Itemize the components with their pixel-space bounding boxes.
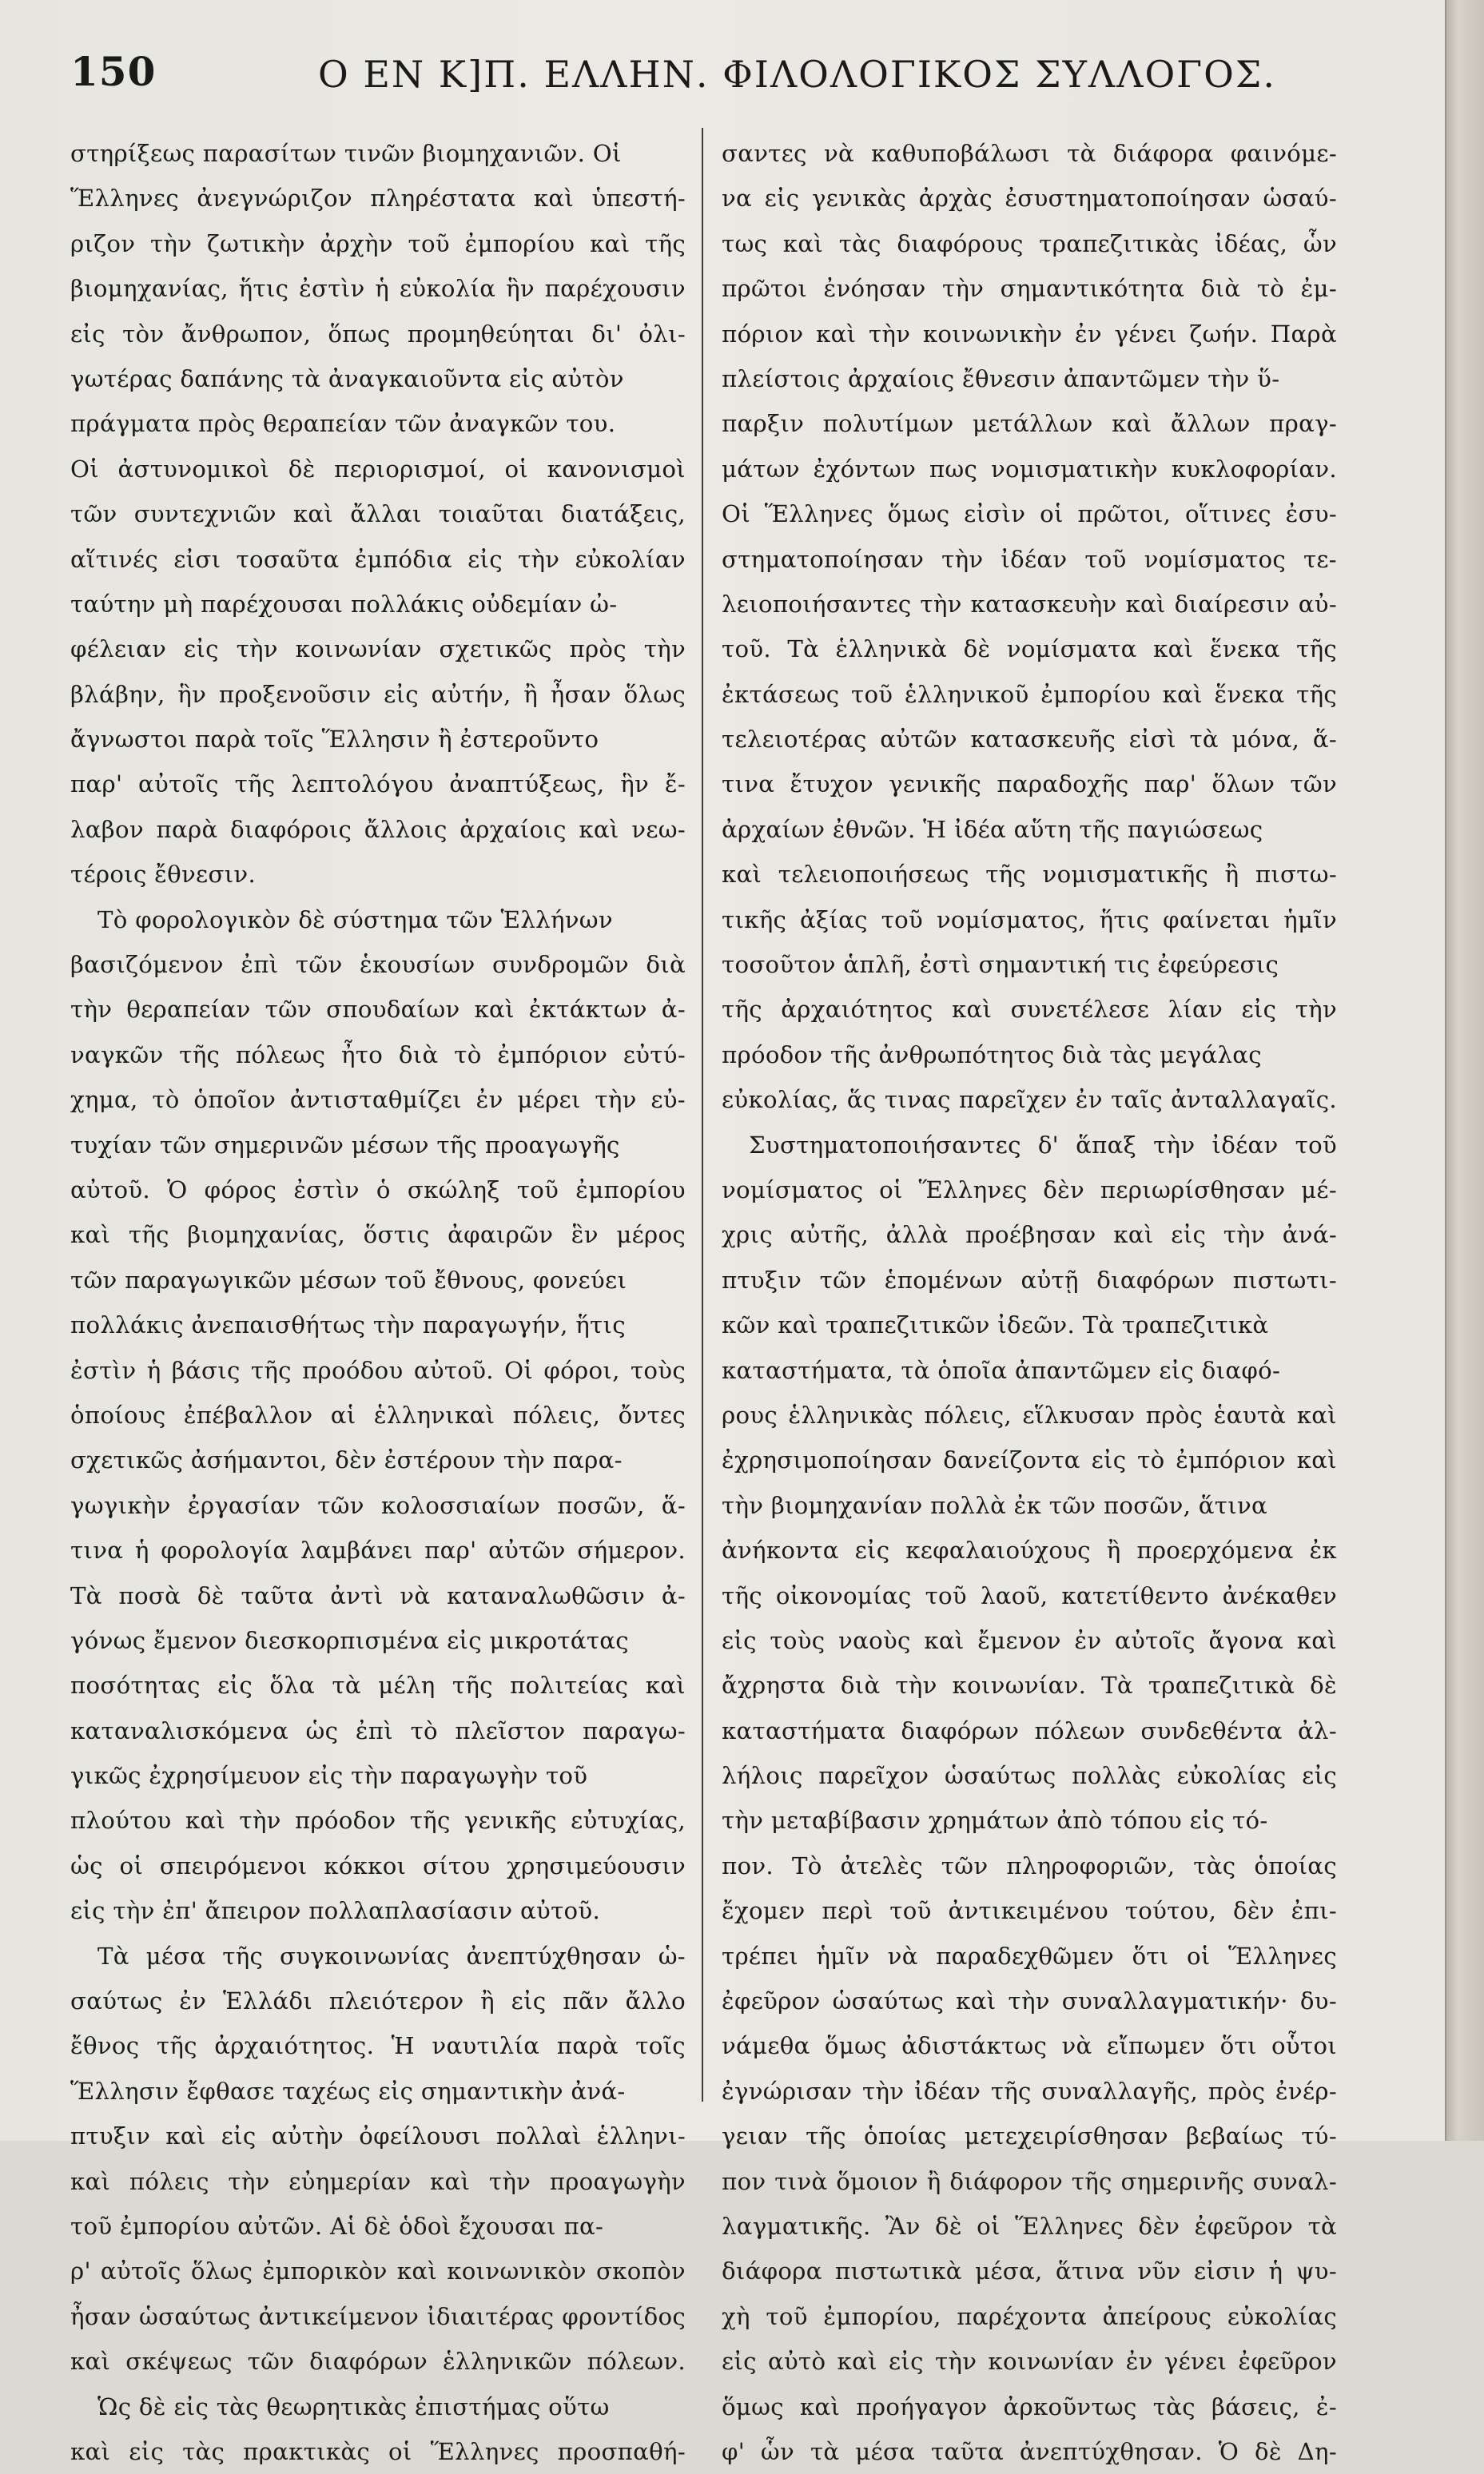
text-line: ἔχομεν περὶ τοῦ ἀντικειμένου τούτου, δὲν ἐπι- [722,1897,1337,1925]
page-header [70,48,1276,112]
text-line: ταύτην μὴ παρέχουσαι πολλάκις οὐδεμίαν ὠ- [70,590,618,618]
text-line: ὁποίους ἐπέβαλλον αἱ ἑλληνικαὶ πόλεις, ὄντες [70,1401,686,1429]
text-line: Ὡς δὲ εἰς τὰς θεωρητικὰς ἐπιστήμας οὕτω [97,2392,610,2420]
text-line: πλούτου καὶ τὴν πρόοδον τῆς γενικῆς εὐτυχίας, [70,1807,686,1835]
text-line: πράγματα πρὸς θεραπείαν τῶν ἀναγκῶν του. [70,410,616,438]
text-line: ρ' αὐτοῖς ὅλως ἐμπορικὸν καὶ κοινωνικὸν σκοπὸν [70,2257,686,2285]
page-edge [1445,0,1484,2141]
text-line: στηρίξεως παρασίτων τινῶν βιομηχανιῶν. Οἱ [70,140,622,167]
text-line: τῶν παραγωγικῶν μέσων τοῦ ἔθνους, φονεύει [70,1266,627,1294]
text-line: καὶ τῆς βιομηχανίας, ὅστις ἀφαιρῶν ἓν μέρος [70,1221,686,1249]
text-line: ἔθνος τῆς ἀρχαιότητος. Ἡ ναυτιλία παρὰ τοῖς [70,2032,686,2060]
text-line: στηματοποίησαν τὴν ἰδέαν τοῦ νομίσματος τε- [722,545,1337,573]
text-line: χρις αὐτῆς, ἀλλὰ προέβησαν καὶ εἰς τὴν ἀνά- [722,1221,1337,1249]
text-line: βασιζόμενον ἐπὶ τῶν ἑκουσίων συνδρομῶν διὰ [70,951,686,979]
text-line: καὶ σκέψεως τῶν διαφόρων ἑλληνικῶν πόλεων. [70,2348,686,2376]
text-line: ἄχρηστα διὰ τὴν κοινωνίαν. Τὰ τραπεζιτικὰ δὲ [722,1672,1337,1700]
text-line: τινα ἔτυχον γενικῆς παραδοχῆς παρ' ὅλων τῶν [722,770,1337,798]
text-line: Οἱ ἀστυνομικοὶ δὲ περιορισμοί, οἱ κανονισμοὶ [70,455,686,483]
text-line: Οἱ Ἕλληνες ὅμως εἰσὶν οἱ πρῶτοι, οἵτινες ἐσυ- [722,500,1337,528]
text-line: σαύτως ἐν Ἑλλάδι πλειότερον ἢ εἰς πᾶν ἄλλο [70,1987,686,2015]
text-line: καὶ εἰς τὰς πρακτικὰς οἱ Ἕλληνες προσπαθή- [70,2437,686,2465]
text-line: τως καὶ τὰς διαφόρους τραπεζιτικὰς ἰδέας, ὧν [722,229,1337,257]
text-line: πτυξιν καὶ εἰς αὐτὴν ὀφείλουσι πολλαὶ ἑλληνι- [70,2122,686,2150]
text-line: ἦσαν ὡσαύτως ἀντικείμενον ἰδιαιτέρας φροντίδος [70,2302,686,2330]
text-line: ἐστὶν ἡ βάσις τῆς προόδου αὐτοῦ. Οἱ φόροι, τοὺς [70,1356,686,1384]
text-line: τικῆς ἀξίας τοῦ νομίσματος, ἥτις φαίνεται ἡμῖν [722,905,1337,933]
text-line: κῶν καὶ τραπεζιτικῶν ἰδεῶν. Τὰ τραπεζιτικὰ [722,1311,1269,1339]
text-line: ριζον τὴν ζωτικὴν ἀρχὴν τοῦ ἐμπορίου καὶ τῆς [70,229,686,257]
text-line: ὅμως καὶ προήγαγον ἀρκοῦντως τὰς βάσεις, ἐ- [722,2392,1337,2420]
column-divider [702,128,703,2102]
text-line: φ' ὧν τὰ μέσα ταῦτα ἀνεπτύχθησαν. Ὁ δὲ Δη- [722,2437,1337,2465]
text-line: ἀνήκοντα εἰς κεφαλαιούχους ἢ προερχόμενα ἐκ [722,1537,1337,1565]
text-line: μάτων ἐχόντων πως νομισματικὴν κυκλοφορίαν. [722,455,1337,483]
text-line: γειαν τῆς ὁποίας μετεχειρίσθησαν βεβαίως τύ- [722,2122,1337,2150]
text-line: καταστήματα διαφόρων πόλεων συνδεθέντα ἀλ- [722,1716,1337,1744]
text-line: καὶ πόλεις τὴν εὐημερίαν καὶ τὴν προαγωγὴν [70,2167,686,2195]
text-line: λήλοις παρεῖχον ὡσαύτως πολλὰς εὐκολίας εἰς [722,1762,1337,1790]
text-line: να εἰς γενικὰς ἀρχὰς ἐσυστηματοποίησαν ὡσαύ- [722,185,1337,213]
text-line: βιομηχανίας, ἥτις ἐστὶν ἡ εὐκολία ἣν παρέχουσιν [70,275,686,303]
right-text-column [722,131,1337,2465]
text-line: φέλειαν εἰς τὴν κοινωνίαν σχετικῶς πρὸς τὴν [70,635,686,663]
text-line: τῆς οἰκονομίας τοῦ λαοῦ, κατετίθεντο ἀνέκαθεν [722,1581,1337,1609]
text-line: γωγικὴν ἐργασίαν τῶν κολοσσιαίων ποσῶν, ἅ- [70,1491,686,1519]
text-line: Τὸ φορολογικὸν δὲ σύστημα τῶν Ἑλλήνων [97,905,613,933]
text-line: πρῶτοι ἐνόησαν τὴν σημαντικότητα διὰ τὸ ἐμ- [722,275,1337,303]
text-line: τὴν θεραπείαν τῶν σπουδαίων καὶ ἐκτάκτων ἀ- [70,996,686,1024]
text-line: Ἕλλησιν ἔφθασε ταχέως εἰς σημαντικὴν ἀνά- [70,2077,626,2105]
text-line: τοσοῦτον ἁπλῆ, ἐστὶ σημαντική τις ἐφεύρεσις [722,951,1279,979]
text-line: καταστήματα, τὰ ὁποῖα ἀπαντῶμεν εἰς διαφό- [722,1356,1281,1384]
text-line: λαβον παρὰ διαφόροις ἄλλοις ἀρχαίοις καὶ νεω- [70,815,686,843]
text-line: τοῦ ἐμπορίου αὐτῶν. Αἱ δὲ ὁδοὶ ἔχουσαι πα- [70,2212,604,2240]
text-line: πλείστοις ἀρχαίοις ἔθνεσιν ἀπαντῶμεν τὴν ὕ- [722,364,1280,392]
text-line: Συστηματοποιήσαντες δ' ἅπαξ τὴν ἰδέαν τοῦ [749,1131,1337,1159]
text-line: καταναλισκόμενα ὡς ἐπὶ τὸ πλεῖστον παραγω- [70,1716,686,1744]
text-line: τὴν βιομηχανίαν πολλὰ ἐκ τῶν ποσῶν, ἅτινα [722,1491,1268,1519]
page-number: 150 [70,48,157,95]
text-line: λαγματικῆς. Ἂν δὲ οἱ Ἕλληνες δὲν ἐφεῦρον τὰ [722,2212,1337,2240]
text-line: Τὰ ποσὰ δὲ ταῦτα ἀντὶ νὰ καταναλωθῶσιν ἀ- [70,1581,686,1609]
text-line: γικῶς ἐχρησίμευον εἰς τὴν παραγωγὴν τοῦ [70,1762,588,1790]
text-line: νάμεθα ὅμως ἀδιστάκτως νὰ εἴπωμεν ὅτι οὗτοι [722,2032,1337,2060]
text-line: τοῦ. Τὰ ἑλληνικὰ δὲ νομίσματα καὶ ἕνεκα τῆς [722,635,1337,663]
text-line: εἰς τὴν ἐπ' ἄπειρον πολλαπλασίασιν αὐτοῦ. [70,1897,601,1925]
text-line: τυχίαν τῶν σημερινῶν μέσων τῆς προαγωγῆς [70,1131,620,1159]
text-line: χὴ τοῦ ἐμπορίου, παρέχοντα ἀπείρους εὐκολίας [722,2302,1337,2330]
text-line: ρους ἑλληνικὰς πόλεις, εἵλκυσαν πρὸς ἑαυτὰ καὶ [722,1401,1337,1429]
text-line: τὴν μεταβίβασιν χρημάτων ἀπὸ τόπου εἰς τό- [722,1807,1268,1835]
left-text-column [70,131,686,2465]
text-line: αἵτινές εἰσι τοσαῦτα ἐμπόδια εἰς τὴν εὐκολίαν [70,545,686,573]
text-line: καὶ τελειοποιήσεως τῆς νομισματικῆς ἢ πιστω- [722,861,1337,889]
text-line: ἄγνωστοι παρὰ τοῖς Ἕλλησιν ἢ ἐστεροῦντο [70,726,599,754]
text-line: τῶν συντεχνιῶν καὶ ἄλλαι τοιαῦται διατάξεις, [70,500,686,528]
text-line: τινα ἡ φορολογία λαμβάνει παρ' αὐτῶν σήμερον. [70,1537,686,1565]
text-line: ἐγνώρισαν τὴν ἰδέαν τῆς συναλλαγῆς, πρὸς ἐνέρ- [722,2077,1337,2105]
text-line: εἰς τοὺς ναοὺς καὶ ἔμενον ἐν αὐτοῖς ἄγονα καὶ [722,1626,1337,1654]
text-line: τῆς ἀρχαιότητος καὶ συνετέλεσε λίαν εἰς τὴν [722,996,1337,1024]
text-line: εὐκολίας, ἅς τινας παρεῖχεν ἐν ταῖς ἀνταλλαγαῖς. [722,1086,1337,1114]
text-line: τρέπει ἡμῖν νὰ παραδεχθῶμεν ὅτι οἱ Ἕλληνες [722,1942,1337,1970]
text-line: σαντες νὰ καθυποβάλωσι τὰ διάφορα φαινόμε- [722,140,1337,167]
text-line: εἰς αὐτὸ καὶ εἰς τὴν κοινωνίαν ἐν γένει ἐφεῦρον [722,2348,1337,2376]
text-line: λειοποιήσαντες τὴν κατασκευὴν καὶ διαίρεσιν αὐ- [722,590,1337,618]
text-line: πον τινὰ ὅμοιον ἢ διάφορον τῆς σημερινῆς συναλ- [722,2167,1337,2195]
text-line: πρόοδον τῆς ἀνθρωπότητος διὰ τὰς μεγάλας [722,1040,1262,1068]
text-line: ναγκῶν τῆς πόλεως ἦτο διὰ τὸ ἐμπόριον εὐτύ- [70,1040,686,1068]
text-line: Ἕλληνες ἀνεγνώριζον πληρέστατα καὶ ὑπεστή- [70,185,686,213]
text-line: χημα, τὸ ὁποῖον ἀντισταθμίζει ἐν μέρει τὴν εὐ- [70,1086,686,1114]
text-line: παρξιν πολυτίμων μετάλλων καὶ ἄλλων πραγ- [722,410,1337,438]
text-line: τελειοτέρας αὐτῶν κατασκευῆς εἰσὶ τὰ μόνα, ἅ- [722,726,1337,754]
text-line: ἐκτάσεως τοῦ ἑλληνικοῦ ἐμπορίου καὶ ἕνεκα τῆς [722,680,1337,708]
text-line: ἐφεῦρον ὡσαύτως καὶ τὴν συναλλαγματικήν· δυ- [722,1987,1337,2015]
text-line: γόνως ἔμενον διεσκορπισμένα εἰς μικροτάτας [70,1626,629,1654]
text-line: ἀρχαίων ἐθνῶν. Ἡ ἰδέα αὕτη τῆς παγιώσεως [722,815,1263,843]
text-line: πτυξιν τῶν ἑπομένων αὐτῇ διαφόρων πιστωτι- [722,1266,1337,1294]
text-line: ποσότητας εἰς ὅλα τὰ μέλη τῆς πολιτείας καὶ [70,1672,686,1700]
text-line: πόριον καὶ τὴν κοινωνικὴν ἐν γένει ζωήν. Παρὰ [722,320,1337,348]
text-line: παρ' αὐτοῖς τῆς λεπτολόγου ἀναπτύξεως, ἣν ἔ- [70,770,686,798]
text-line: σχετικῶς ἀσήμαντοι, δὲν ἐστέρουν τὴν παρα- [70,1446,623,1474]
text-line: τέροις ἔθνεσιν. [70,861,257,889]
text-line: Τὰ μέσα τῆς συγκοινωνίας ἀνεπτύχθησαν ὡ- [97,1942,686,1970]
text-line: ἐχρησιμοποίησαν δανείζοντα εἰς τὸ ἐμπόριον καὶ [722,1446,1337,1474]
text-line: πολλάκις ἀνεπαισθήτως τὴν παραγωγήν, ἥτις [70,1311,626,1339]
running-title: Ο ΕΝ Κ]Π. ΕΛΛΗΝ. ΦΙΛΟΛΟΓΙΚΟΣ ΣΥΛΛΟΓΟΣ. [318,53,1276,96]
text-line: διάφορα πιστωτικὰ μέσα, ἅτινα νῦν εἰσιν ἡ ψυ- [722,2257,1337,2285]
text-line: βλάβην, ἣν προξενοῦσιν εἰς αὐτήν, ἢ ἦσαν ὅλως [70,680,686,708]
text-line: νομίσματος οἱ Ἕλληνες δὲν περιωρίσθησαν μέ- [722,1175,1337,1203]
text-line: εἰς τὸν ἄνθρωπον, ὅπως προμηθεύηται δι' ὀλι- [70,320,686,348]
text-line: αὐτοῦ. Ὁ φόρος ἐστὶν ὁ σκώληξ τοῦ ἐμπορίου [70,1175,686,1203]
text-line: γωτέρας δαπάνης τὰ ἀναγκαιοῦντα εἰς αὐτὸν [70,364,624,392]
text-line: ὡς οἱ σπειρόμενοι κόκκοι σίτου χρησιμεύουσιν [70,1852,686,1879]
text-line: πον. Τὸ ἀτελὲς τῶν πληροφοριῶν, τὰς ὁποίας [722,1852,1337,1879]
